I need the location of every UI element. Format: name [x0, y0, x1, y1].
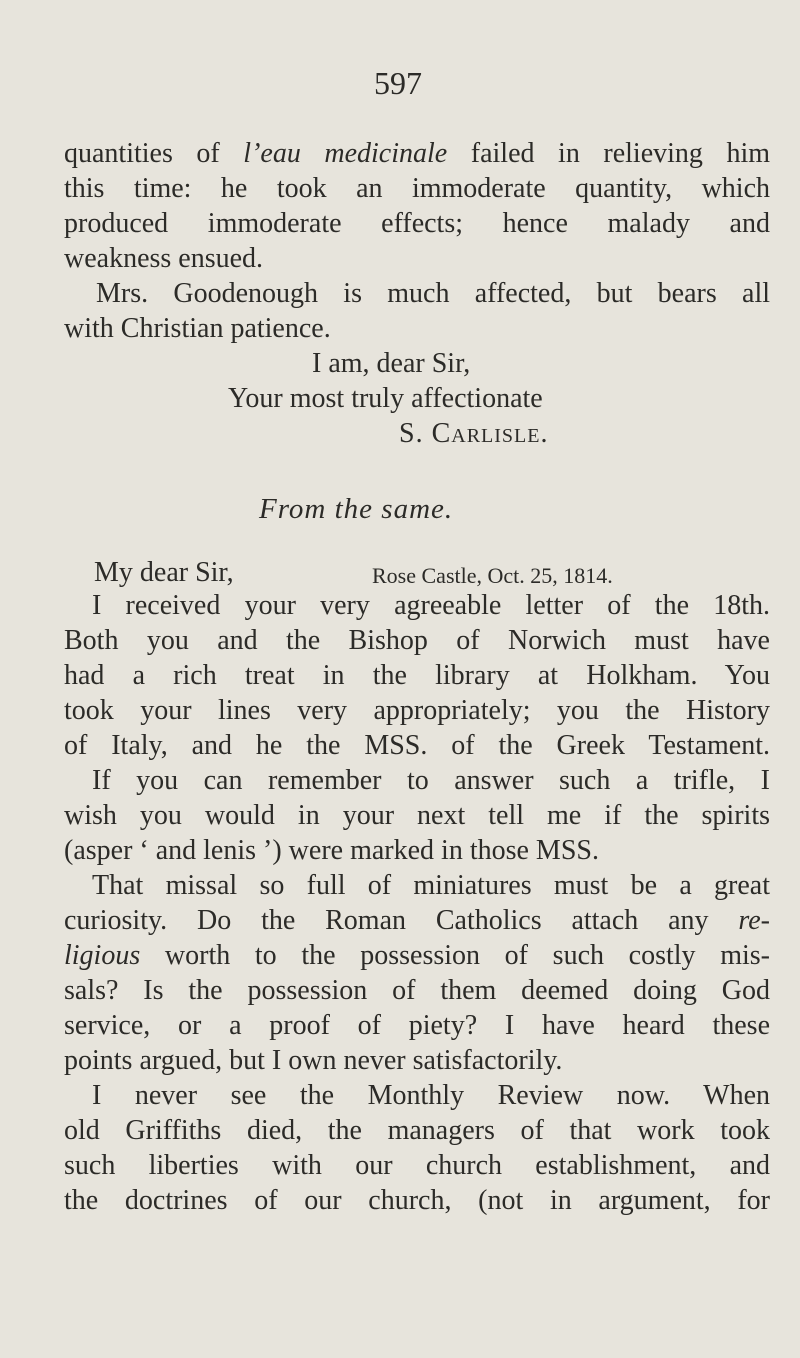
- closing: I am, dear Sir,: [312, 348, 471, 379]
- text-line: produced immoderate effects; hence malady and: [64, 208, 770, 239]
- text-line: old Griffiths died, the managers of that work took: [64, 1115, 770, 1146]
- text-line: curiosity. Do the Roman Catholics attach any re-: [64, 905, 770, 936]
- text-line: Both you and the Bishop of Norwich must have: [64, 625, 770, 656]
- text-line: points argued, but I own never satisfactorily.: [64, 1045, 563, 1076]
- text-line: of Italy, and he the MSS. of the Greek Testament.: [64, 730, 770, 761]
- text-line: Mrs. Goodenough is much affected, but bears all: [96, 278, 770, 309]
- text-line: I never see the Monthly Review now. When: [92, 1080, 770, 1111]
- letter-heading: From the same.: [259, 493, 454, 525]
- text-line: ligious worth to the possession of such costly mis-: [64, 940, 770, 971]
- text-line: sals? Is the possession of them deemed doing God: [64, 975, 770, 1006]
- text-line: quantities of l’eau medicinale failed in relieving him: [64, 138, 770, 169]
- text-line: with Christian patience.: [64, 313, 331, 344]
- dateline: Rose Castle, Oct. 25, 1814.: [372, 563, 613, 588]
- signature: S. Carlisle.: [399, 418, 549, 449]
- page-number: 597: [374, 65, 422, 101]
- text-line: weakness ensued.: [64, 243, 264, 274]
- text-line: this time: he took an immoderate quantity, which: [64, 173, 770, 204]
- text-line: If you can remember to answer such a trifle, I: [92, 765, 770, 796]
- salutation: My dear Sir,: [94, 557, 234, 588]
- text-line: such liberties with our church establishment, and: [64, 1150, 770, 1181]
- text-line: (asper ‘ and lenis ’) were marked in those MSS.: [64, 835, 599, 866]
- text-line: I received your very agreeable letter of the 18th.: [92, 590, 770, 621]
- text-line: wish you would in your next tell me if the spirits: [64, 800, 770, 831]
- text-line: took your lines very appropriately; you the History: [64, 695, 770, 726]
- closing-affection: Your most truly affectionate: [228, 383, 543, 414]
- text-line: had a rich treat in the library at Holkham. You: [64, 660, 770, 691]
- text-line: the doctrines of our church, (not in argument, for: [64, 1185, 770, 1216]
- text-line: That missal so full of miniatures must be a great: [92, 870, 770, 901]
- text-line: service, or a proof of piety? I have heard these: [64, 1010, 770, 1041]
